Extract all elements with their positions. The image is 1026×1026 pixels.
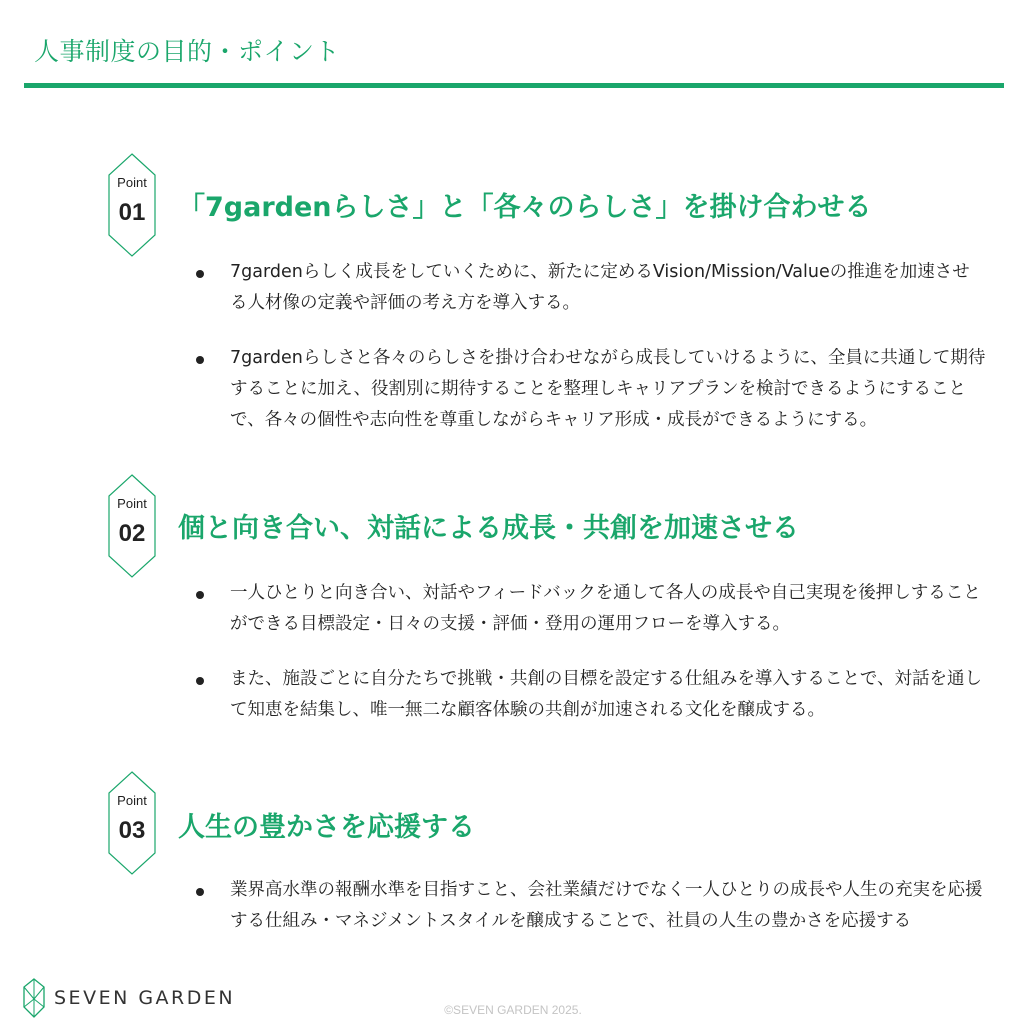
bullet-list-02 xyxy=(196,578,986,750)
page-title: 人事制度の目的・ポイント xyxy=(34,37,341,66)
section-heading-02: 個と向き合い、対話による成長・共創を加速させる xyxy=(178,513,799,544)
point-badge-01 xyxy=(108,153,156,257)
title-divider xyxy=(24,83,1004,88)
list-item xyxy=(196,664,986,726)
point-number: 01 xyxy=(118,199,146,226)
list-item xyxy=(196,257,986,319)
point-label: Point xyxy=(117,496,147,511)
bullet-list-01 xyxy=(196,257,986,460)
bullet-icon xyxy=(196,591,204,599)
logo-text: SEVEN GARDEN xyxy=(54,987,236,1009)
bullet-icon xyxy=(196,356,204,364)
copyright-text: ©SEVEN GARDEN 2025. xyxy=(444,1003,582,1017)
bullet-icon xyxy=(196,677,204,685)
list-item-text: また、施設ごとに自分たちで挑戦・共創の目標を設定する仕組みを導入することで、対話を通して知恵を結集し、唯一無二な顧客体験の共創が加速される文化を醸成する。 xyxy=(230,669,982,720)
point-label: Point xyxy=(117,175,147,190)
point-badge-03 xyxy=(108,771,156,875)
list-item xyxy=(196,578,986,640)
bullet-icon xyxy=(196,888,204,896)
list-item-text: 一人ひとりと向き合い、対話やフィードバックを通して各人の成長や自己実現を後押しすることができる目標設定・日々の支援・評価・登用の運用フローを導入する。 xyxy=(230,583,981,634)
list-item-text: 業界高水準の報酬水準を目指すこと、会社業績だけでなく一人ひとりの成長や人生の充実を応援する仕組み・マネジメントスタイルを醸成することで、社員の人生の豊かさを応援する xyxy=(230,880,983,931)
list-item xyxy=(196,875,986,937)
list-item-text: 7gardenらしく成長をしていくために、新たに定めるVision/Mission/Valueの推進を加速させる人材像の定義や評価の考え方を導入する。 xyxy=(230,262,970,313)
bullet-icon xyxy=(196,270,204,278)
list-item-text: 7gardenらしさと各々のらしさを掛け合わせながら成長していけるように、全員に共通して期待することに加え、役割別に期待することを整理しキャリアプランを検討できるようにすることで、各々の個性や志向性を尊重しながらキャリア形成・成長ができるようにする。 xyxy=(230,348,986,430)
point-label: Point xyxy=(117,793,147,808)
point-number: 02 xyxy=(118,520,146,547)
section-heading-01: 「7gardenらしさ」と「各々のらしさ」を掛け合わせる xyxy=(178,192,872,223)
list-item xyxy=(196,343,986,436)
point-number: 03 xyxy=(118,817,146,844)
bullet-list-03 xyxy=(196,875,986,961)
section-heading-03: 人生の豊かさを応援する xyxy=(178,812,475,843)
point-badge-02 xyxy=(108,474,156,578)
